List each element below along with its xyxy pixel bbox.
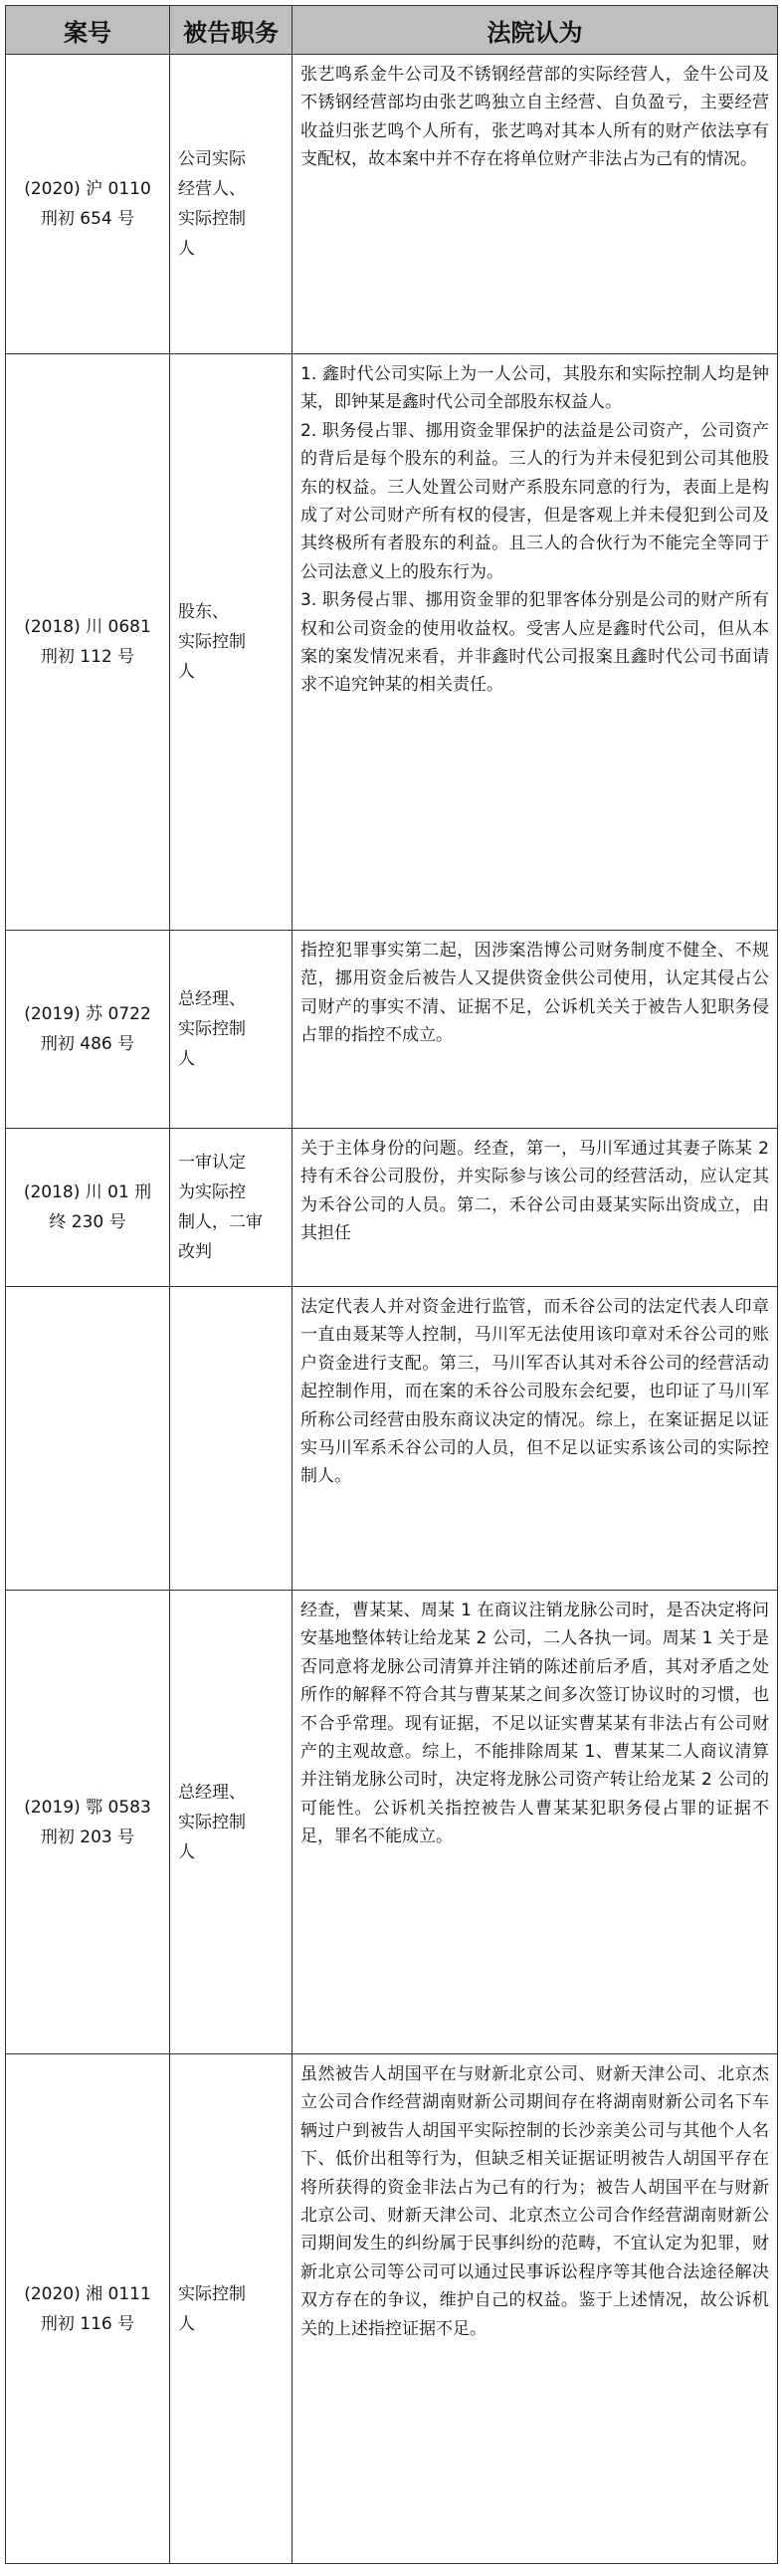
- defendant-position: 公司实际 经营人、 实际控制 人: [170, 55, 293, 354]
- court-opinion: 关于主体身份的问题。经查，第一，马川军通过其妻子陈某 2 持有禾谷公司股份，并实际参与该公司的经营活动，应认定其为禾谷公司的人员。第二，禾谷公司由聂某实际出资成立，由其担任: [293, 1129, 778, 1287]
- table-row: [6, 354, 778, 931]
- case-number: (2019) 鄂 0583 刑初 203 号: [6, 1591, 170, 2054]
- case-number: (2018) 川 0681 刑初 112 号: [6, 354, 170, 931]
- header-court-opinion: 法院认为: [293, 6, 778, 55]
- defendant-position: 总经理、 实际控制 人: [170, 931, 293, 1129]
- defendant-position: [170, 1287, 293, 1591]
- table-row: [6, 1287, 778, 1591]
- table-row: [6, 55, 778, 354]
- case-number: (2020) 沪 0110 刑初 654 号: [6, 55, 170, 354]
- cases-table: [5, 5, 778, 2564]
- table-row: [6, 1591, 778, 2054]
- court-opinion: 1. 鑫时代公司实际上为一人公司，其股东和实际控制人均是钟某，即钟某是鑫时代公司全部股东权益人。 2. 职务侵占罪、挪用资金罪保护的法益是公司资产，公司资产的背后是每个股东的利益。三人的行为并未侵犯到公司其他股东的权益。三人处置公司财产系股东同意的行为，表面上是构成了对公司财产所有权的侵害，但是客观上并未侵犯到公司及其终极所有者股东的利益。且三人的合伙行为不能完全等同于公司法意义上的股东行为。 3. 职务侵占罪、挪用资金罪的犯罪客体分别是公司的财产所有权和公司资金的使用收益权。受害人应是鑫时代公司，但从本案的案发情况来看，并非鑫时代公司报案且鑫时代公司书面请求不追究钟某的相关责任。: [293, 354, 778, 931]
- defendant-position: 股东、 实际控制 人: [170, 354, 293, 931]
- case-number: (2019) 苏 0722 刑初 486 号: [6, 931, 170, 1129]
- header-row: [6, 6, 778, 55]
- court-opinion: 法定代表人并对资金进行监管，而禾谷公司的法定代表人印章一直由聂某等人控制，马川军无法使用该印章对禾谷公司的账户资金进行支配。第三，马川军否认其对禾谷公司的经营活动起控制作用，而在案的禾谷公司股东会纪要，也印证了马川军所称公司经营由股东商议决定的情况。综上，在案证据足以证实马川军系禾谷公司的人员，但不足以证实系该公司的实际控制人。: [293, 1287, 778, 1591]
- case-number: [6, 1287, 170, 1591]
- table-row: [6, 1129, 778, 1287]
- court-opinion: 张艺鸣系金牛公司及不锈钢经营部的实际经营人，金牛公司及不锈钢经营部均由张艺鸣独立自主经营、自负盈亏，主要经营收益归张艺鸣个人所有，张艺鸣对其本人所有的财产依法享有支配权，故本案中并不存在将单位财产非法占为己有的情况。: [293, 55, 778, 354]
- defendant-position: 实际控制 人: [170, 2054, 293, 2564]
- header-case-number: 案号: [6, 6, 170, 55]
- header-defendant-position: 被告职务: [170, 6, 293, 55]
- defendant-position: 一审认定 为实际控 制人，二审 改判: [170, 1129, 293, 1287]
- case-number: (2018) 川 01 刑 终 230 号: [6, 1129, 170, 1287]
- court-opinion: 虽然被告人胡国平在与财新北京公司、财新天津公司、北京杰立公司合作经营湖南财新公司期间存在将湖南财新公司名下车辆过户到被告人胡国平实际控制的长沙亲美公司与其他个人名下、低价出租等行为，但缺乏相关证据证明被告人胡国平存在将所获得的资金非法占为己有的行为；被告人胡国平在与财新北京公司、财新天津公司、北京杰立公司合作经营湖南财新公司期间发生的纠纷属于民事纠纷的范畴，不宜认定为犯罪，财新北京公司等公司可以通过民事诉讼程序等其他合法途径解决双方存在的争议，维护自己的权益。鉴于上述情况，故公诉机关的上述指控证据不足。: [293, 2054, 778, 2564]
- table-row: [6, 2054, 778, 2564]
- defendant-position: 总经理、 实际控制 人: [170, 1591, 293, 2054]
- court-opinion: 经查，曹某某、周某 1 在商议注销龙脉公司时，是否决定将问安基地整体转让给龙某 2 公司，二人各执一词。周某 1 关于是否同意将龙脉公司清算并注销的陈述前后矛盾，其对矛盾之处所作的解释不符合其与曹某某之间多次签订协议时的习惯，也不合乎常理。现有证据，不足以证实曹某某有非法占有公司财产的主观故意。综上，不能排除周某 1、曹某某二人商议清算并注销龙脉公司时，决定将龙脉公司资产转让给龙某 2 公司的可能性。公诉机关指控被告人曹某某犯职务侵占罪的证据不足，罪名不能成立。: [293, 1591, 778, 2054]
- court-opinion: 指控犯罪事实第二起，因涉案浩博公司财务制度不健全、不规范，挪用资金后被告人又提供资金供公司使用，认定其侵占公司财产的事实不清、证据不足，公诉机关关于被告人犯职务侵占罪的指控不成立。: [293, 931, 778, 1129]
- table-row: [6, 931, 778, 1129]
- case-number: (2020) 湘 0111 刑初 116 号: [6, 2054, 170, 2564]
